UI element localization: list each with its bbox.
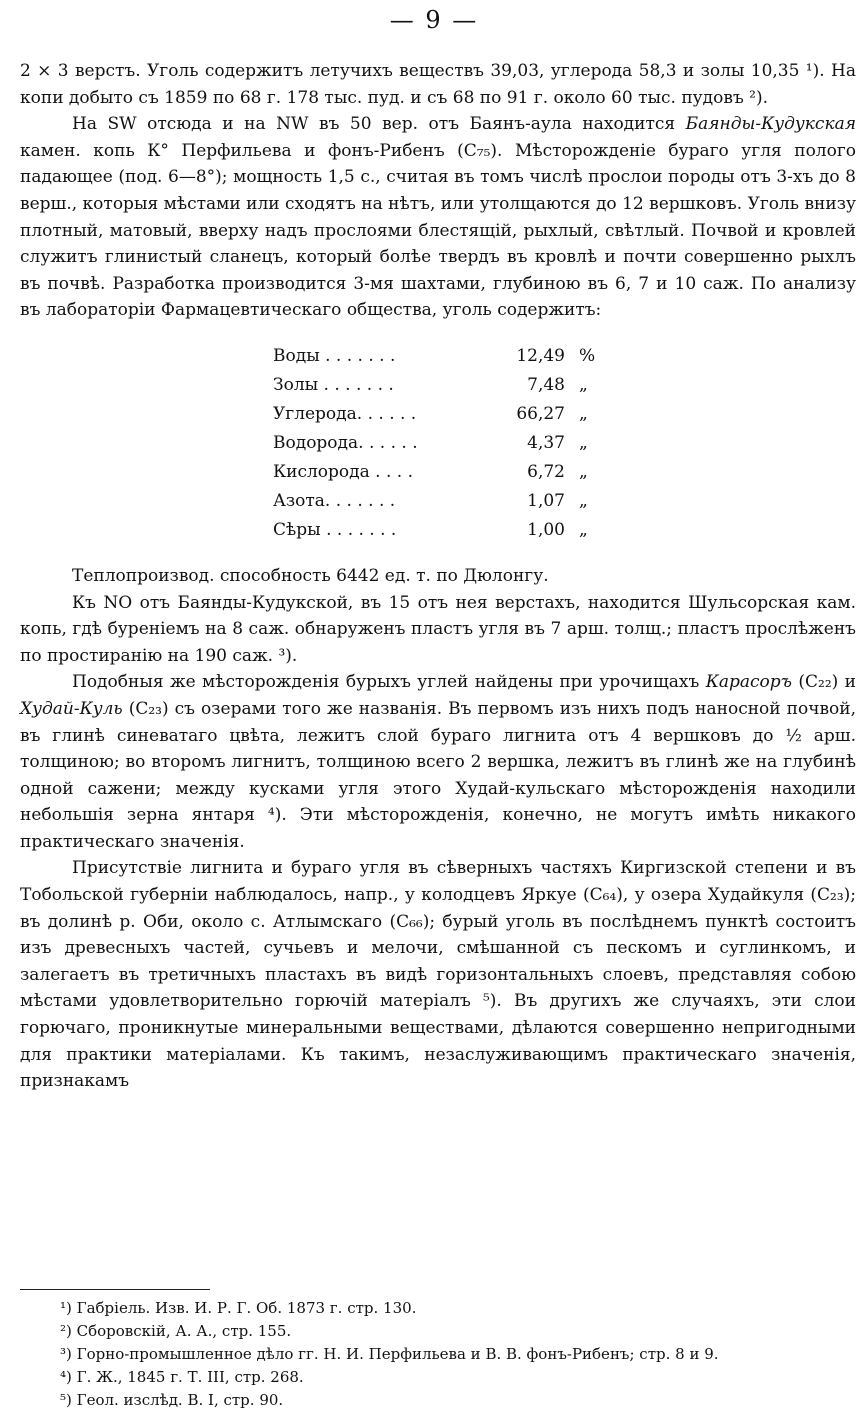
- paragraph-6: Присутствіе лигнита и бураго угля въ сѣверныхъ частяхъ Киргизской степени и въ Тобольской губерніи наблюдалось, напр., у колодцевъ Яркуе (C₆₄), у озера Худайкуля (C₂₃); въ долинѣ р. Оби, около с. Атлымскаго (C₆₆); бурый уголь въ послѣднемъ пунктѣ состоитъ изъ древесныхъ частей, сучьевъ и мелочи, смѣшанной съ пескомъ и суглинкомъ, и залегаетъ въ третичныхъ пластахъ въ видѣ горизонтальныхъ слоевъ, представляя собою мѣстами удовлетворительно горючій матеріалъ ⁵). Въ другихъ же случаяхъ, эти слои горючаго, проникнутые минеральными веществами, дѣлаются совершенно непригодными для практики матеріалами. Къ такимъ, незаслуживающимъ практическаго значенія, признакамъ: [20, 858, 856, 1092]
- footnote-2: ²) Сборовскій, А. А., стр. 155.: [60, 1322, 292, 1340]
- table-row-label: Сѣры . . . . . . .: [273, 520, 397, 541]
- table-row-value: 7,48: [527, 375, 565, 396]
- table-row-label: Углерода. . . . . .: [273, 404, 417, 425]
- table-row-value: 6,72: [527, 462, 565, 483]
- paragraph-2-italic: Баянды-Кудукская: [685, 114, 856, 135]
- table-row-unit: „: [579, 375, 588, 396]
- table-row: [273, 516, 629, 545]
- table-row-unit: „: [579, 404, 588, 425]
- paragraph-4: Къ NO отъ Баянды-Кудукской, въ 15 отъ нея верстахъ, находится Шульсорская кам. копь, гдѣ буреніемъ на 8 саж. обнаруженъ пластъ угля въ 7 арш. толщ.; пластъ прослѣженъ по простиранію на 190 саж. ³).: [20, 592, 856, 666]
- table-row-value: 12,49: [516, 346, 565, 367]
- table-row: [273, 342, 629, 371]
- paragraph-5-text-b: (C₂₂) и: [791, 672, 856, 693]
- analysis-table: [273, 342, 629, 545]
- table-row-label: Кислорода . . . .: [273, 462, 413, 483]
- paragraph-3: Теплопроизвод. способность 6442 ед. т. по Дюлонгу.: [72, 565, 549, 586]
- table-row-label: Воды . . . . . . .: [273, 346, 396, 367]
- table-row-unit: „: [579, 520, 588, 541]
- footnote-3: ³) Горно-промышленное дѣло гг. Н. И. Перфильева и В. В. фонъ-Рибенъ; стр. 8 и 9.: [60, 1345, 719, 1363]
- table-row: [273, 429, 629, 458]
- table-row-value: 66,27: [516, 404, 565, 425]
- table-row: [273, 400, 629, 429]
- paragraph-2-text-a: На SW отсюда и на NW въ 50 вер. отъ Баянъ-аула находится: [72, 114, 686, 135]
- paragraph-5: [20, 669, 856, 855]
- table-row-value: 1,07: [527, 491, 565, 512]
- paragraph-5-text-a: Подобныя же мѣсторожденія бурыхъ углей найдены при урочищахъ: [72, 672, 706, 693]
- paragraph-5-italic-2: Худай-Куль: [20, 698, 123, 719]
- table-row: [273, 458, 629, 487]
- table-row: [273, 487, 629, 516]
- paragraph-2: [20, 111, 856, 324]
- footnote-5: ⁵) Геол. изслѣд. В. I, стр. 90.: [60, 1391, 284, 1409]
- footnote-divider: [20, 1289, 210, 1290]
- paragraph-5-italic-1: Карасоръ: [705, 672, 792, 693]
- table-row-unit: %: [579, 346, 596, 367]
- table-row-value: 1,00: [527, 520, 565, 541]
- table-row-label: Водорода. . . . . .: [273, 433, 418, 454]
- footnotes: [20, 1297, 850, 1412]
- table-row-label: Золы . . . . . . .: [273, 375, 394, 396]
- table-row-unit: „: [579, 491, 588, 512]
- table-row: [273, 371, 629, 400]
- footnote-4: ⁴) Г. Ж., 1845 г. Т. III, стр. 268.: [60, 1368, 304, 1386]
- page-number: — 9 —: [389, 6, 479, 34]
- table-row-unit: „: [579, 462, 588, 483]
- footnote-1: ¹) Габріель. Изв. И. Р. Г. Об. 1873 г. стр. 130.: [60, 1299, 417, 1317]
- table-row-value: 4,37: [527, 433, 565, 454]
- paragraph-5-text-c: (C₂₃) съ озерами того же названія. Въ первомъ изъ нихъ подъ наносной почвой, въ глинѣ синеватаго цвѣта, лежитъ слой бураго лигнита отъ 4 вершковъ до ½ арш. толщиною; во второмъ лигнитъ, толщиною всего 2 вершка, лежитъ въ глинѣ же на глубинѣ одной сажени; между кусками угля этого Худай-кульскаго мѣсторожденія находили небольшія зерна янтаря ⁴). Эти мѣсторожденія, конечно, не могутъ имѣть никакого практическаго значенія.: [20, 698, 856, 852]
- table-row-unit: „: [579, 433, 588, 454]
- table-row-label: Азота. . . . . . .: [273, 491, 396, 512]
- paragraph-2-text-b: камен. копь К° Перфильева и фонъ-Рибенъ (C₇₅). Мѣсторожденіе бураго угля полого падающее (под. 6—8°); мощность 1,5 с., считая въ томъ числѣ прослои породы отъ 3-хъ до 8 верш., которыя мѣстами или сходятъ на нѣтъ, или утолщаются до 12 вершковъ. Уголь внизу плотный, матовый, вверху надъ прослоями блестящій, рыхлый, свѣтлый. Почвой и кровлей служитъ глинистый сланецъ, который болѣе твердъ въ кровлѣ и почти совершенно рыхлъ въ почвѣ. Разработка производится 3-мя шахтами, глубиною въ 6, 7 и 10 саж. По анализу въ лабораторіи Фармацевтическаго общества, уголь содержитъ:: [20, 140, 856, 321]
- paragraph-1: 2 × 3 верстъ. Уголь содержитъ летучихъ веществъ 39,03, углерода 58,3 и золы 10,35 ¹). На копи добыто съ 1859 по 68 г. 178 тыс. пуд. и съ 68 по 91 г. около 60 тыс. пудовъ ²).: [20, 61, 856, 108]
- main-text: [20, 58, 856, 1095]
